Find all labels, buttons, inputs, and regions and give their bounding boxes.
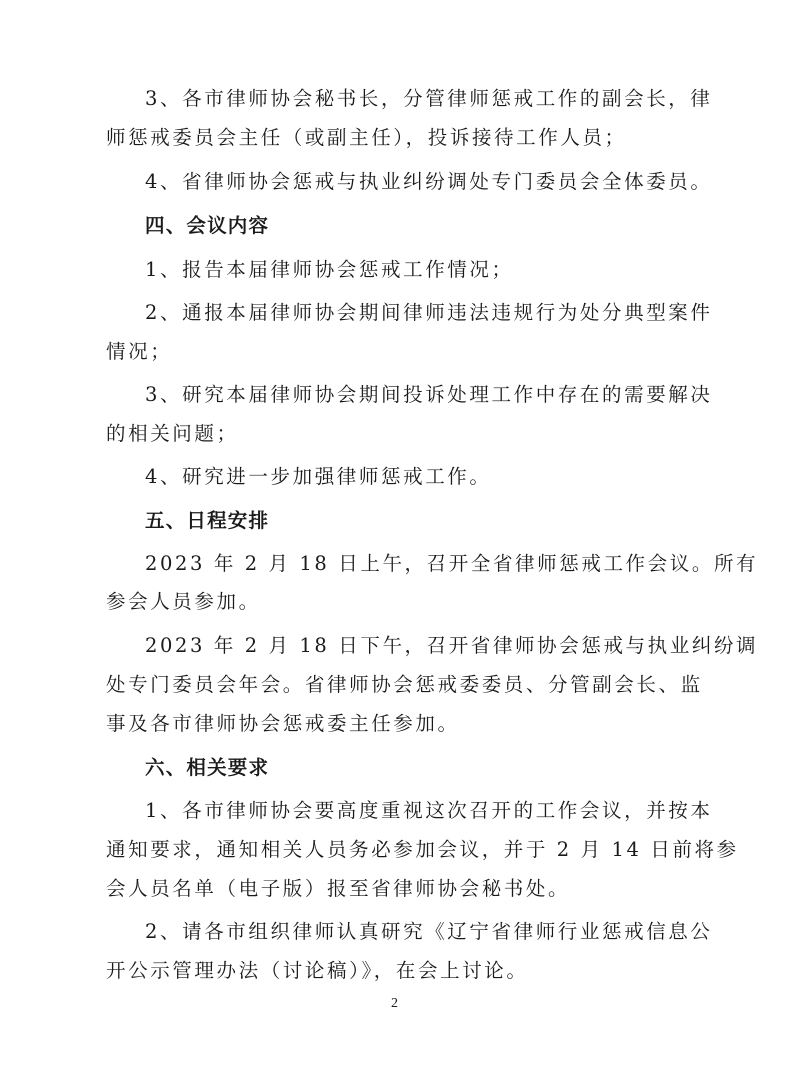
- paragraph-line: 1、报告本届律师协会惩戒工作情况；: [145, 258, 514, 281]
- paragraph-line: 情况；: [106, 340, 173, 363]
- paragraph-line: 2、请各市组织律师认真研究《辽宁省律师行业惩戒信息公: [145, 920, 713, 943]
- paragraph-line: 2023 年 2 月 18 日下午，召开省律师协会惩戒与执业纠纷调: [145, 634, 759, 657]
- paragraph-line: 师惩戒委员会主任（或副主任），投诉接待工作人员；: [106, 126, 627, 149]
- section-heading: 六、相关要求: [145, 756, 270, 779]
- paragraph-line: 开公示管理办法（讨论稿）》，在会上讨论。: [106, 959, 529, 982]
- paragraph-line: 通知要求，通知相关人员务必参加会议，并于 2 月 14 日前将参: [106, 838, 739, 861]
- paragraph-line: 4、研究进一步加强律师惩戒工作。: [145, 465, 492, 488]
- paragraph-line: 2023 年 2 月 18 日上午，召开全省律师惩戒工作会议。所有: [145, 552, 759, 575]
- paragraph-line: 2、通报本届律师协会期间律师违法违规行为处分典型案件: [145, 301, 713, 324]
- section-heading: 四、会议内容: [145, 214, 270, 237]
- paragraph-line: 的相关问题；: [106, 422, 239, 445]
- paragraph-line: 3、各市律师协会秘书长，分管律师惩戒工作的副会长，律: [145, 87, 713, 110]
- page-number: 2: [391, 996, 398, 1011]
- paragraph-line: 3、研究本届律师协会期间投诉处理工作中存在的需要解决: [145, 383, 713, 406]
- paragraph-line: 处专门委员会年会。省律师协会惩戒委委员、分管副会长、监: [106, 673, 703, 696]
- paragraph-line: 参会人员参加。: [106, 590, 261, 613]
- paragraph-line: 会人员名单（电子版）报至省律师协会秘书处。: [106, 877, 571, 900]
- paragraph-line: 4、省律师协会惩戒与执业纠纷调处专门委员会全体委员。: [145, 170, 713, 193]
- paragraph-line: 事及各市律师协会惩戒委主任参加。: [106, 712, 460, 735]
- paragraph-line: 1、各市律师协会要高度重视这次召开的工作会议，并按本: [145, 799, 713, 822]
- section-heading: 五、日程安排: [145, 509, 270, 532]
